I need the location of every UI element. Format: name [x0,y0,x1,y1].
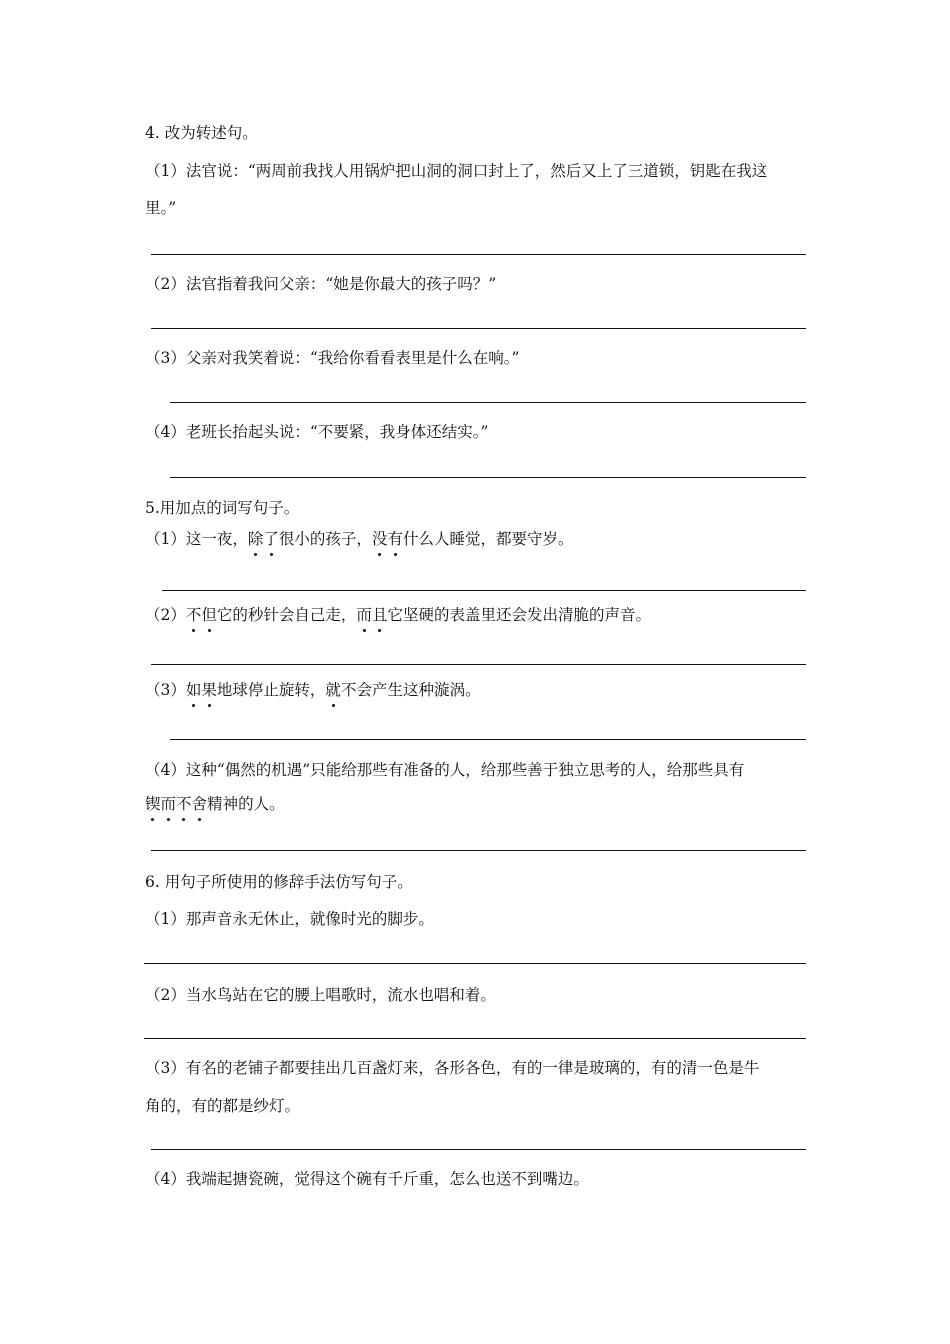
q5-item2: （2）不但它的秒针会自己走，而且它坚硬的表盖里还会发出清脆的声音。 [145,606,651,624]
answer-line-q4-3[interactable] [170,402,806,403]
q5-item4-line1: （4）这种“偶然的机遇”只能给那些有准备的人，给那些善于独立思考的人，给那些具有 [145,761,745,779]
q6-item4: （4）我端起搪瓷碗，觉得这个碗有千斤重，怎么也送不到嘴边。 [145,1170,589,1188]
dotted-word: 除了 [247,530,279,548]
dotted-word: 就 [325,681,341,699]
q6-title: 6. 用句子所使用的修辞手法仿写句子。 [145,873,413,891]
q4-item4: （4）老班长抬起头说：“不要紧，我身体还结实。” [145,423,489,441]
answer-line-q4-1[interactable] [151,254,806,255]
q4-item1-line2: 里。” [145,199,177,217]
dotted-word: 锲而不舍 [145,795,208,813]
q6-item3-line2: 角的，有的都是纱灯。 [145,1097,301,1115]
dotted-word: 不但 [185,606,217,624]
q5-item3: （3）如果地球停止旋转，就不会产生这种漩涡。 [145,681,481,699]
dotted-word: 如果 [185,681,217,699]
answer-line-q6-2[interactable] [144,1038,806,1039]
q6-item2: （2）当水鸟站在它的腰上唱歌时，流水也唱和着。 [145,986,496,1004]
q4-item2: （2）法官指着我问父亲：“她是你最大的孩子吗？” [145,275,497,293]
answer-line-q6-3[interactable] [151,1149,806,1150]
q5-item1: （1）这一夜，除了很小的孩子，没有什么人睡觉，都要守岁。 [145,530,574,548]
dotted-word: 而且 [356,606,388,624]
answer-line-q5-3[interactable] [170,739,806,740]
q4-title: 4. 改为转述句。 [145,124,258,142]
answer-line-q5-2[interactable] [151,664,806,665]
q6-item1: （1）那声音永无休止，就像时光的脚步。 [145,910,434,928]
q5-title: 5.用加点的词写句子。 [145,499,300,517]
answer-line-q6-1[interactable] [144,963,806,964]
dotted-word: 没有 [371,530,403,548]
answer-line-q4-4[interactable] [170,477,806,478]
q4-item3: （3）父亲对我笑着说：“我给你看看表里是什么在响。” [145,349,520,367]
q5-item4-line2: 锲而不舍精神的人。 [145,795,285,813]
answer-line-q4-2[interactable] [151,328,806,329]
q6-item3-line1: （3）有名的老铺子都要挂出几百盏灯来，各形各色，有的一律是玻璃的，有的清一色是牛 [145,1059,760,1077]
q4-item1-line1: （1）法官说：“两周前我找人用锅炉把山洞的洞口封上了，然后又上了三道锁，钥匙在我这 [145,162,768,180]
answer-line-q5-4[interactable] [151,850,806,851]
answer-line-q5-1[interactable] [162,590,806,591]
